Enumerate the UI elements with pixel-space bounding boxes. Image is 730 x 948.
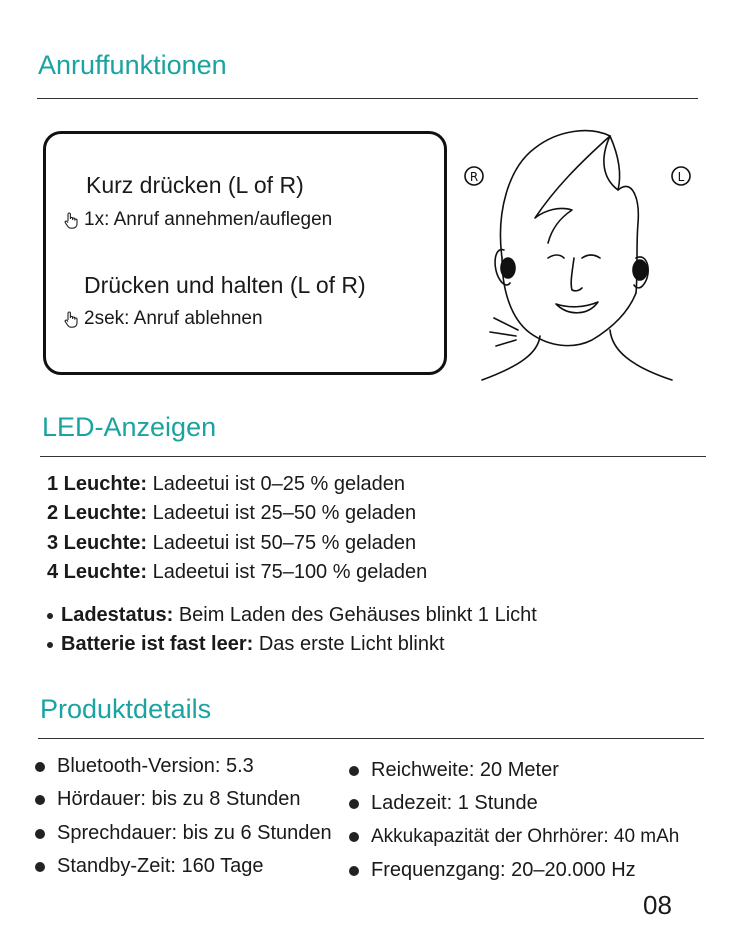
product-detail-text: Bluetooth-Version: 5.3 — [57, 755, 254, 777]
short-press-title: Kurz drücken (L of R) — [86, 172, 304, 198]
led-level-text: Ladeetui ist 0–25 % geladen — [152, 473, 406, 495]
led-level-text: Ladeetui ist 75–100 % geladen — [152, 561, 428, 583]
bullet-dot — [349, 866, 359, 876]
product-detail-item — [35, 822, 332, 845]
product-detail-item — [349, 826, 679, 848]
led-note-label: Batterie ist fast leer: — [61, 633, 254, 655]
product-detail-item — [349, 859, 636, 882]
product-detail-text: Ladezeit: 1 Stunde — [371, 792, 538, 814]
led-note-text: Beim Laden des Gehäuses blinkt 1 Licht — [178, 604, 537, 626]
finger-press-icon — [63, 311, 78, 328]
product-detail-item — [35, 855, 263, 878]
led-level-label: 4 Leuchte: — [47, 561, 148, 583]
product-detail-text: Reichweite: 20 Meter — [371, 759, 559, 781]
product-detail-item — [349, 759, 559, 782]
led-level-label: 2 Leuchte: — [47, 502, 148, 524]
finger-press-icon — [63, 212, 78, 229]
bullet-dot — [349, 832, 359, 842]
led-note-row — [47, 633, 445, 656]
led-note-label: Ladestatus: — [61, 604, 174, 626]
bullet-dot — [35, 795, 45, 805]
led-level-row — [47, 561, 427, 584]
left-ear-marker: L — [677, 170, 685, 184]
led-level-text: Ladeetui ist 50–75 % geladen — [152, 532, 417, 554]
led-note-text: Das erste Licht blinkt — [258, 633, 445, 655]
face-earbuds-illustration — [460, 118, 700, 386]
page-number: 08 — [643, 890, 672, 920]
product-detail-item — [349, 792, 538, 815]
short-press-action — [63, 209, 332, 231]
section-divider — [37, 98, 698, 99]
bullet-dot — [349, 799, 359, 809]
product-detail-text: Sprechdauer: bis zu 6 Stunden — [57, 822, 332, 844]
led-level-label: 1 Leuchte: — [47, 473, 148, 495]
product-detail-text: Standby-Zeit: 160 Tage — [57, 855, 264, 877]
led-level-label: 3 Leuchte: — [47, 532, 148, 554]
led-note-row — [47, 604, 537, 627]
led-level-row — [47, 502, 416, 525]
bullet-dot — [35, 862, 45, 872]
right-ear-marker: R — [469, 170, 479, 184]
product-detail-text: Frequenzgang: 20–20.000 Hz — [371, 859, 636, 881]
led-level-row — [47, 473, 405, 496]
press-hold-title: Drücken und halten (L of R) — [84, 272, 366, 298]
bullet-dot — [349, 766, 359, 776]
short-press-action-text: 1x: Anruf annehmen/auflegen — [84, 209, 333, 230]
section-divider — [38, 738, 704, 739]
bullet-dot — [47, 642, 53, 648]
product-details-heading: Produktdetails — [40, 694, 212, 724]
section-divider — [40, 456, 706, 457]
bullet-dot — [35, 762, 45, 772]
product-detail-item — [35, 755, 254, 778]
press-hold-action — [63, 308, 263, 330]
call-instructions-box — [43, 131, 447, 375]
led-level-row — [47, 532, 416, 555]
bullet-dot — [35, 829, 45, 839]
press-hold-action-text: 2sek: Anruf ablehnen — [84, 308, 263, 329]
product-detail-text: Hördauer: bis zu 8 Stunden — [57, 788, 301, 810]
product-detail-text: Akkukapazität der Ohrhörer: 40 mAh — [371, 826, 680, 847]
product-detail-item — [35, 788, 301, 811]
led-heading: LED-Anzeigen — [42, 412, 217, 442]
led-level-text: Ladeetui ist 25–50 % geladen — [152, 502, 417, 524]
call-functions-heading: Anruffunktionen — [38, 50, 227, 80]
bullet-dot — [47, 613, 53, 619]
